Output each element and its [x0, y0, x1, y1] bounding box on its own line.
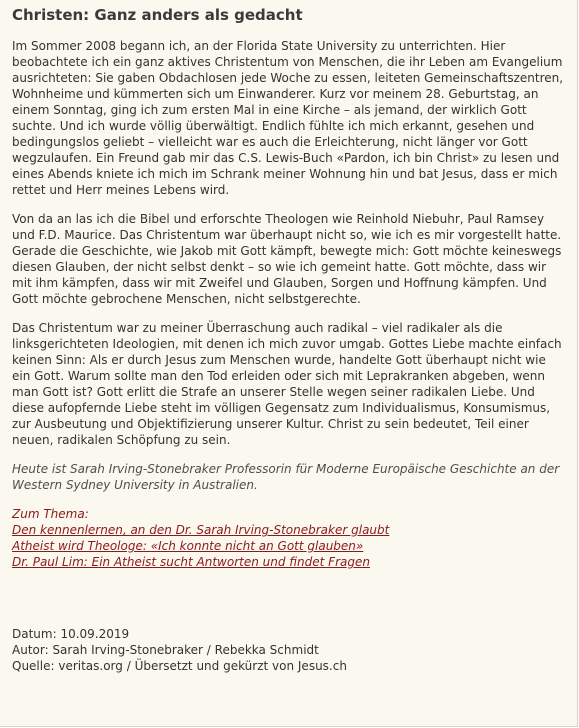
article-meta [12, 626, 565, 674]
related-links-list [12, 522, 565, 570]
related-link-item [12, 522, 565, 538]
meta-author: Autor: Sarah Irving-Stonebraker / Rebekka Schmidt [12, 643, 319, 657]
article-paragraph-3: Das Christentum war zu meiner Überraschung auch radikal – viel radikaler als die linksgerichteten Ideologien, mit denen ich mich zuvor umgab. Gottes Liebe machte einfach keinen Sinn: Als er durch Jesus zum Menschen wurde, handelte Gott überhaupt nicht wie ein Gott. Warum sollte man den Tod erleiden oder sich mit Leprakranken abgeben, wenn man Gott ist? Gott erlitt die Strafe an unserer Stelle wegen seiner radikalen Liebe. Und diese aufopfernde Liebe steht im völligen Gegensatz zum Individualismus, Konsumismus, zur Ausbeutung und Objektifizierung unserer Kultur. Christ zu sein bedeutet, Teil einer neuen, radikalen Schöpfung zu sein. [12, 321, 562, 447]
related-section [12, 506, 565, 570]
related-link-item [12, 554, 565, 570]
related-link-3[interactable]: Dr. Paul Lim: Ein Atheist sucht Antworten und findet Fragen [12, 555, 370, 569]
author-note: Heute ist Sarah Irving-Stonebraker Professorin für Moderne Europäische Geschichte an der Western Sydney University in Australien. [12, 462, 560, 492]
article-paragraph-1: Im Sommer 2008 begann ich, an der Florida State University zu unterrichten. Hier beobachtete ich ein ganz aktives Christentum von Menschen, die ihr Leben am Evangelium ausrichteten: Sie gaben Obdachlosen jede Woche zu essen, leiteten Gemeinschaftszentren, Wohnheime und kümmerten sich um Einwanderer. Kurz vor meinem 28. Geburtstag, an einem Sonntag, ging ich zum ersten Mal in eine Kirche – als jemand, der wirklich Gott suchte. Und ich wurde völlig überwältigt. Endlich fühlte ich mich erkannt, gesehen und bedingungslos geliebt – vielleicht war es auch die Erleichterung, nicht länger vor Gott wegzulaufen. Ein Freund gab mir das C.S. Lewis-Buch «Pardon, ich bin Christ» zu lesen und eines Abends kniete ich mich im Schrank meiner Wohnung hin und bat Jesus, dass er mich rettet und Herr meines Lebens wird. [12, 39, 564, 197]
related-link-1[interactable]: Den kennenlernen, an den Dr. Sarah Irving-Stonebraker glaubt [12, 523, 390, 537]
meta-source: Quelle: veritas.org / Übersetzt und gekürzt von Jesus.ch [12, 659, 347, 673]
article-title: Christen: Ganz anders als gedacht [12, 6, 303, 24]
related-link-item [12, 538, 565, 554]
related-heading: Zum Thema: [12, 507, 89, 521]
meta-date: Datum: 10.09.2019 [12, 627, 130, 641]
related-link-2[interactable]: Atheist wird Theologe: «Ich konnte nicht an Gott glauben» [12, 539, 364, 553]
article-paragraph-2: Von da an las ich die Bibel und erforschte Theologen wie Reinhold Niebuhr, Paul Ramsey und F.D. Maurice. Das Christentum war überhaupt nicht so, wie ich es mir vorgestellt hatte. Gerade die Geschichte, wie Jakob mit Gott kämpft, bewegte mich: Gott möchte keineswegs diesen Glauben, der nicht selbst denkt – so wie ich gemeint hatte. Gott möchte, dass wir mit ihm kämpfen, dass wir mit Zweifel und Glauben, Sorgen und Hoffnung kämpfen. Und Gott möchte gebrochene Menschen, nicht selbstgerechte. [12, 212, 562, 306]
